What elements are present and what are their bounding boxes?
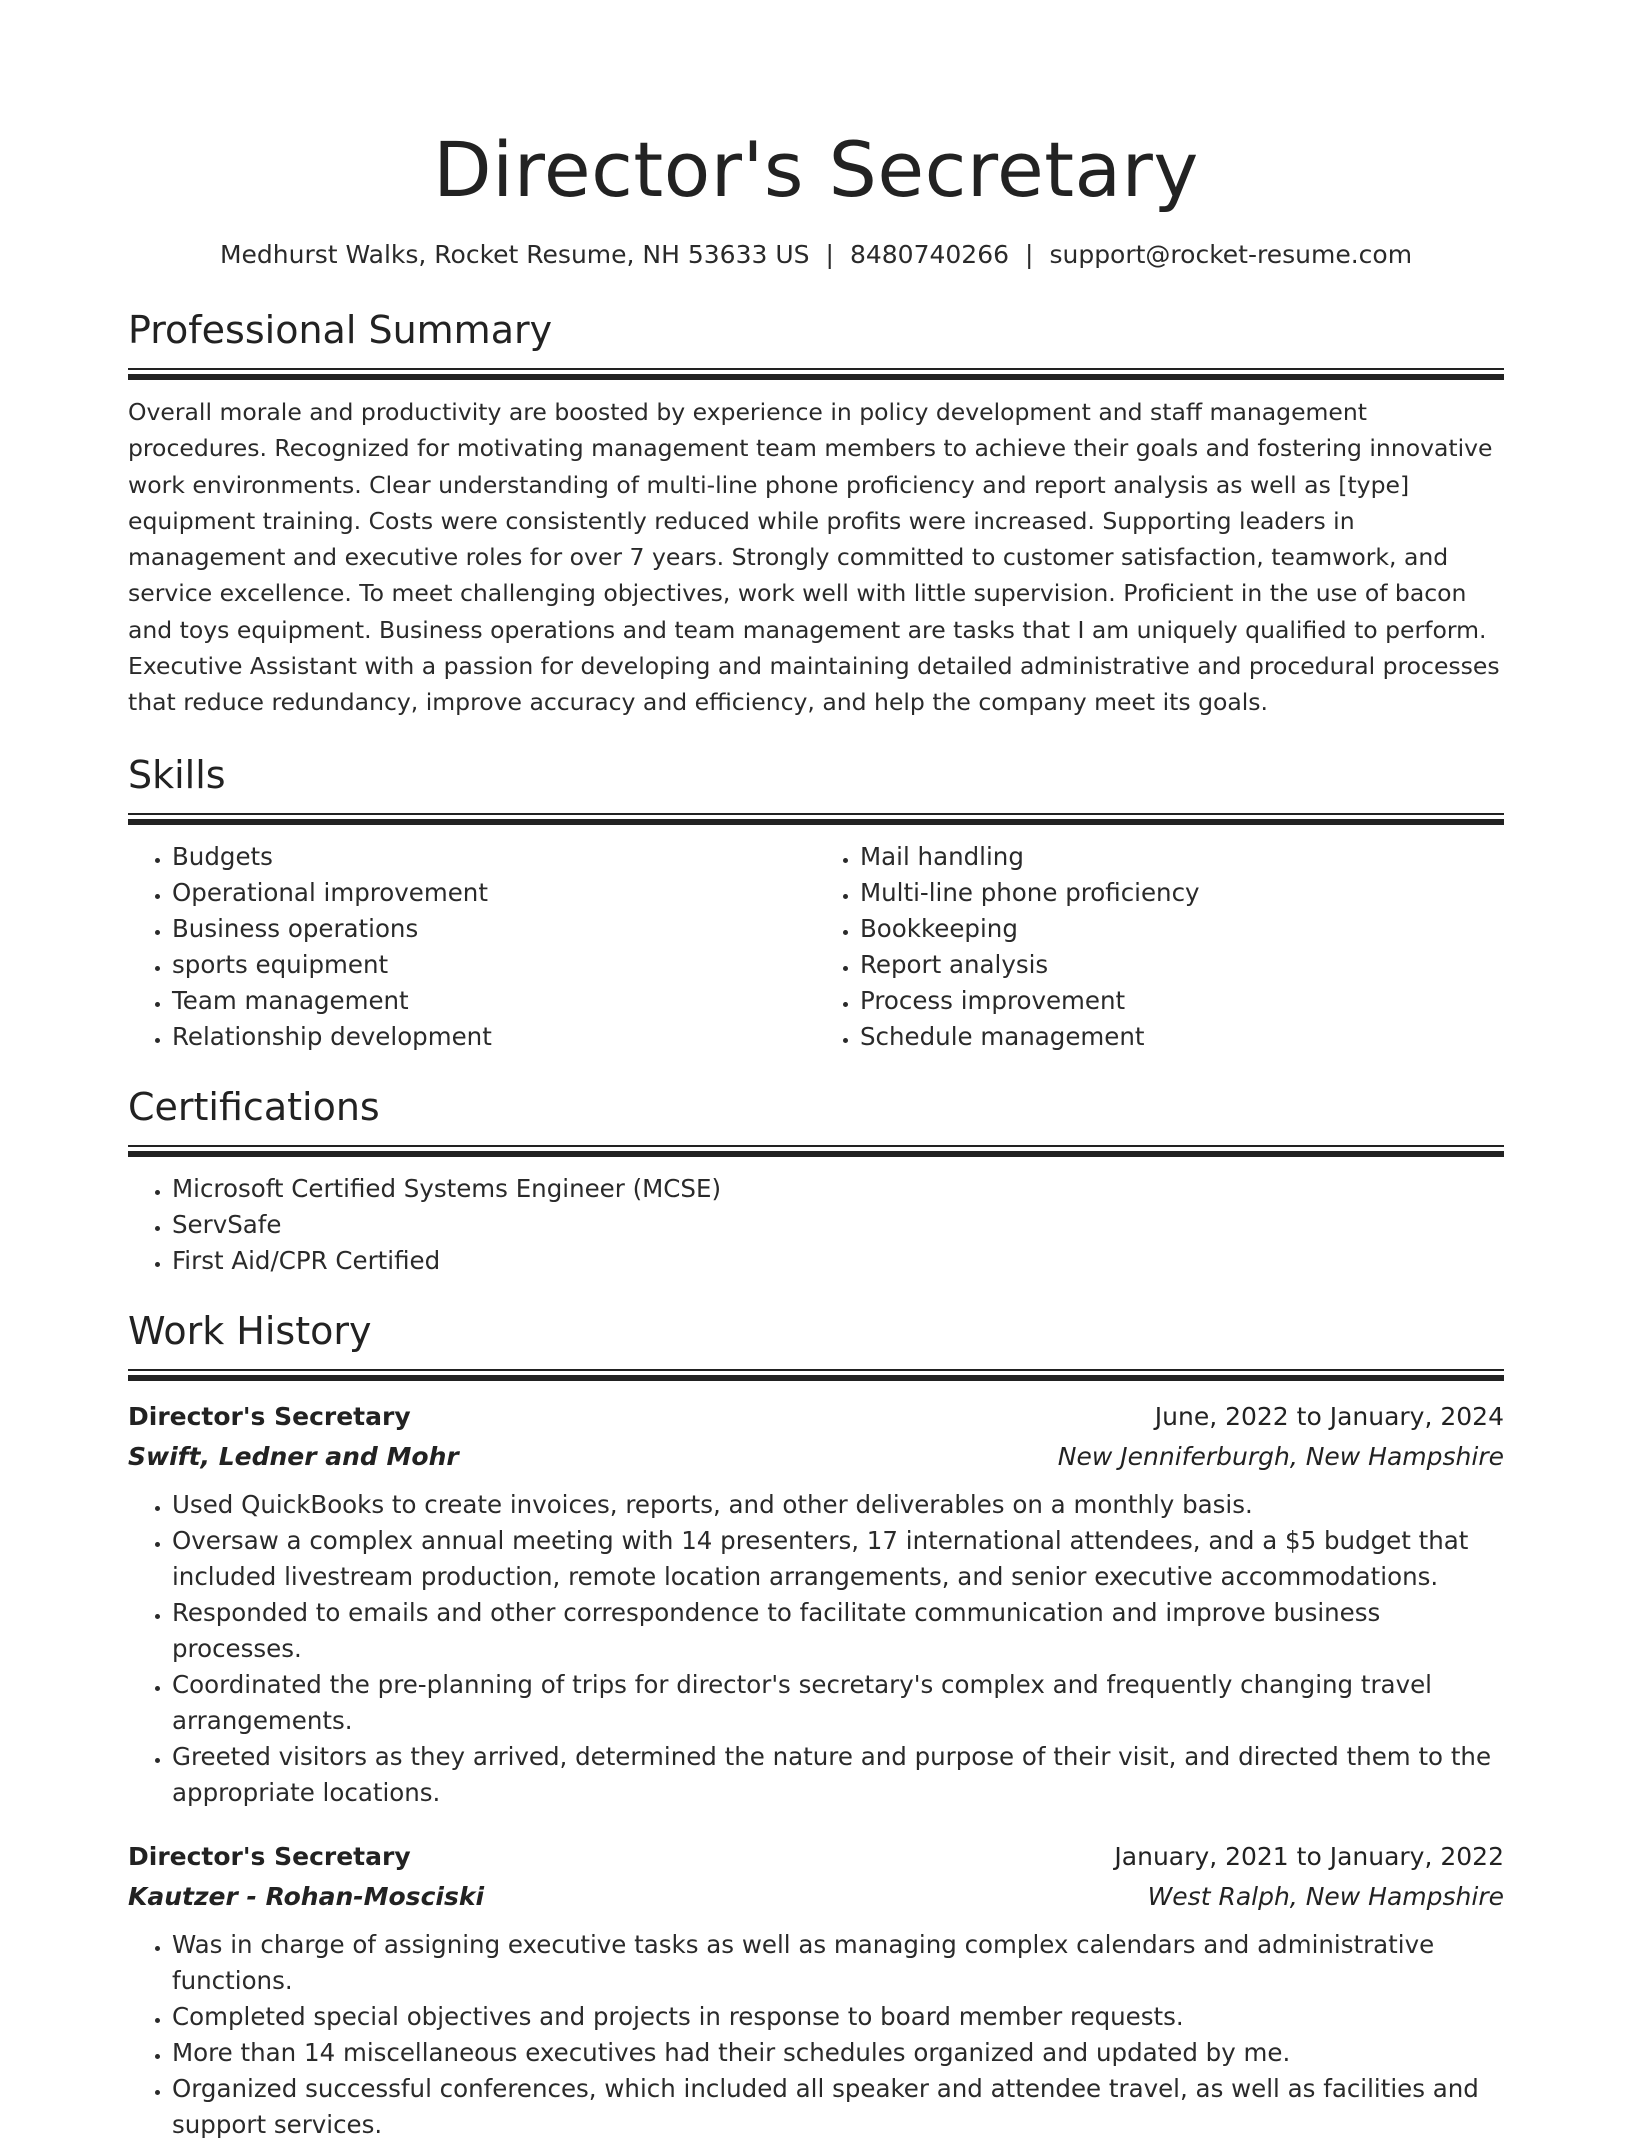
skill-item: • Bookkeeping	[860, 911, 1504, 947]
skill-item: • Mail handling	[860, 839, 1504, 875]
job-entry	[128, 1397, 1504, 1811]
job-title: Director's Secretary	[128, 1401, 411, 1431]
skills-grid	[128, 839, 1504, 1055]
section-title-work-history: Work History	[128, 1308, 372, 1353]
job-subheader	[128, 1437, 1504, 1477]
job-bullet: • Coordinated the pre-planning of trips for director's secretary's complex and frequently changing travel arrangements.	[172, 1667, 1504, 1739]
job-bullet: • Used QuickBooks to create invoices, reports, and other deliverables on a monthly basis.	[172, 1487, 1504, 1523]
job-dates: January, 2021 to January, 2022	[1114, 1841, 1504, 1871]
job-bullet: • Completed special objectives and projects in response to board member requests.	[172, 1999, 1504, 2035]
certifications-section	[128, 1083, 1504, 1279]
skill-item: • Report analysis	[860, 947, 1504, 983]
job-header	[128, 1837, 1504, 1877]
certification-item: • Microsoft Certified Systems Engineer (MCSE)	[172, 1171, 1504, 1207]
skill-item: • Relationship development	[172, 1019, 816, 1055]
section-title-summary: Professional Summary	[128, 308, 553, 352]
contact-email: support@rocket-resume.com	[1049, 240, 1413, 269]
work-history-section	[128, 1307, 1504, 2143]
contact-separator: |	[825, 240, 834, 269]
job-bullet: • Organized successful conferences, which included all speaker and attendee travel, as well as facilities and support services.	[172, 2071, 1504, 2143]
section-title-skills: Skills	[128, 752, 226, 797]
contact-line	[128, 238, 1504, 272]
skills-section	[128, 751, 1504, 1055]
skill-item: • Multi-line phone proficiency	[860, 875, 1504, 911]
job-subheader	[128, 1877, 1504, 1917]
certification-item: • First Aid/CPR Certified	[172, 1243, 1504, 1279]
job-title: Director's Secretary	[128, 1841, 411, 1871]
job-entry	[128, 1837, 1504, 2143]
contact-separator: |	[1025, 240, 1034, 269]
summary-section	[128, 306, 1504, 721]
certification-item: • ServSafe	[172, 1207, 1504, 1243]
skills-list-right	[816, 839, 1504, 1055]
job-location: New Jenniferburgh, New Hampshire	[1057, 1441, 1504, 1471]
job-company: Swift, Ledner and Mohr	[128, 1441, 459, 1471]
skill-item: • Team management	[172, 983, 816, 1019]
section-divider	[128, 1145, 1504, 1157]
skill-item: • Operational improvement	[172, 875, 816, 911]
summary-text: Overall morale and productivity are boosted by experience in policy development and staff management procedures. Recognized for motivating management team members to achieve their goals and fostering innovative work environments. Clear understanding of multi-line phone proficiency and report analysis as well as [type] equipment training. Costs were consistently reduced while profits were increased. Supporting leaders in management and executive roles for over 7 years. Strongly committed to customer satisfaction, teamwork, and service excellence. To meet challenging objectives, work well with little supervision. Proficient in the use of bacon and toys equipment. Business operations and team management are tasks that I am uniquely qualified to perform. Executive Assistant with a passion for developing and maintaining detailed administrative and procedural processes that reduce redundancy, improve accuracy and efficiency, and help the company meet its goals.	[128, 398, 1500, 717]
skills-list-left	[128, 839, 816, 1055]
section-divider	[128, 368, 1504, 380]
contact-phone: 8480740266	[849, 240, 1010, 269]
certifications-list	[128, 1171, 1504, 1279]
resume-name: Director's Secretary	[433, 125, 1199, 214]
skill-item: • sports equipment	[172, 947, 816, 983]
skill-item: • Process improvement	[860, 983, 1504, 1019]
skill-item: • Schedule management	[860, 1019, 1504, 1055]
job-bullet: • Oversaw a complex annual meeting with 14 presenters, 17 international attendees, and a $5 budget that included livestream production, remote location arrangements, and senior executive accommodations.	[172, 1523, 1504, 1595]
job-bullet: • Greeted visitors as they arrived, determined the nature and purpose of their visit, and directed them to the appropriate locations.	[172, 1739, 1504, 1811]
contact-address: Medhurst Walks, Rocket Resume, NH 53633 US	[219, 240, 810, 269]
section-divider	[128, 1369, 1504, 1381]
job-bullet: • More than 14 miscellaneous executives had their schedules organized and updated by me.	[172, 2035, 1504, 2071]
job-bullet: • Was in charge of assigning executive tasks as well as managing complex calendars and administrative functions.	[172, 1927, 1504, 1999]
skill-item: • Budgets	[172, 839, 816, 875]
skill-item: • Business operations	[172, 911, 816, 947]
section-title-certifications: Certifications	[128, 1084, 380, 1129]
job-company: Kautzer - Rohan-Mosciski	[128, 1881, 485, 1911]
resume-page	[128, 0, 1504, 2143]
job-bullets	[128, 1487, 1504, 1811]
job-bullets	[128, 1927, 1504, 2143]
section-divider	[128, 813, 1504, 825]
job-dates: June, 2022 to January, 2024	[1154, 1401, 1504, 1431]
job-header	[128, 1397, 1504, 1437]
job-location: West Ralph, New Hampshire	[1147, 1881, 1504, 1911]
job-bullet: • Responded to emails and other correspondence to facilitate communication and improve business processes.	[172, 1595, 1504, 1667]
